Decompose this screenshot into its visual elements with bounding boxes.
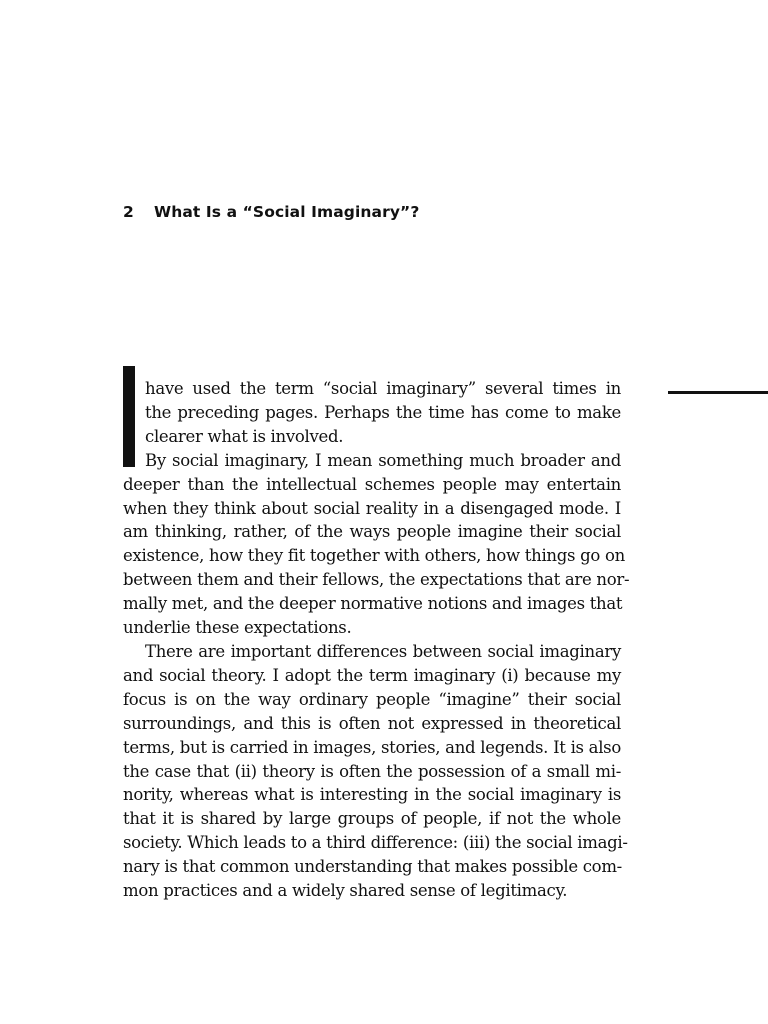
- paragraph-line: mon practices and a widely shared sense of legitimacy.: [123, 881, 568, 901]
- paragraph-line: underlie these expectations.: [123, 618, 352, 638]
- paragraph-line: between them and their fellows, the expectations that are nor-: [123, 570, 630, 590]
- chapter-title: What Is a “Social Imaginary”?: [154, 203, 420, 221]
- paragraph-line: and social theory. I adopt the term imaginary (i) because my: [123, 665, 621, 685]
- paragraph-2: [123, 449, 630, 640]
- paragraph-line: the case that (ii) theory is often the possession of a small mi-: [123, 761, 621, 781]
- paragraph-line: nority, whereas what is interesting in the social imaginary is: [123, 785, 621, 805]
- paragraph-line: society. Which leads to a third difference: (iii) the social imagi-: [123, 833, 628, 853]
- paragraph-line: mally met, and the deeper normative notions and images that: [123, 594, 623, 614]
- chapter-body-text: [123, 377, 630, 903]
- paragraph-1: [123, 377, 621, 449]
- paragraph-line: focus is on the way ordinary people “imagine” their social: [123, 689, 621, 709]
- paragraph-line: nary is that common understanding that makes possible com-: [123, 857, 622, 877]
- paragraph-line: surroundings, and this is often not expressed in theoretical: [123, 713, 621, 733]
- paragraph-line: There are important differences between social imaginary: [145, 641, 621, 661]
- paragraph-line: clearer what is involved.: [145, 426, 344, 446]
- paragraph-line: have used the term “social imaginary” several times in: [145, 379, 621, 398]
- chapter-heading: [123, 201, 419, 223]
- paragraph-3: [123, 640, 628, 903]
- paragraph-line: the preceding pages. Perhaps the time has come to make: [145, 402, 621, 422]
- paragraph-line: am thinking, rather, of the ways people imagine their social: [123, 522, 621, 542]
- paragraph-line: existence, how they fit together with others, how things go on: [123, 546, 625, 566]
- paragraph-line: deeper than the intellectual schemes people may entertain: [123, 474, 621, 494]
- paragraph-line: terms, but is carried in images, stories, and legends. It is also: [123, 737, 621, 757]
- edge-rule-marker: [668, 391, 768, 394]
- paragraph-line: when they think about social reality in a disengaged mode. I: [123, 498, 621, 518]
- paragraph-line: that it is shared by large groups of people, if not the whole: [123, 809, 621, 829]
- chapter-number: 2: [123, 203, 134, 221]
- paragraph-line: By social imaginary, I mean something much broader and: [145, 450, 621, 470]
